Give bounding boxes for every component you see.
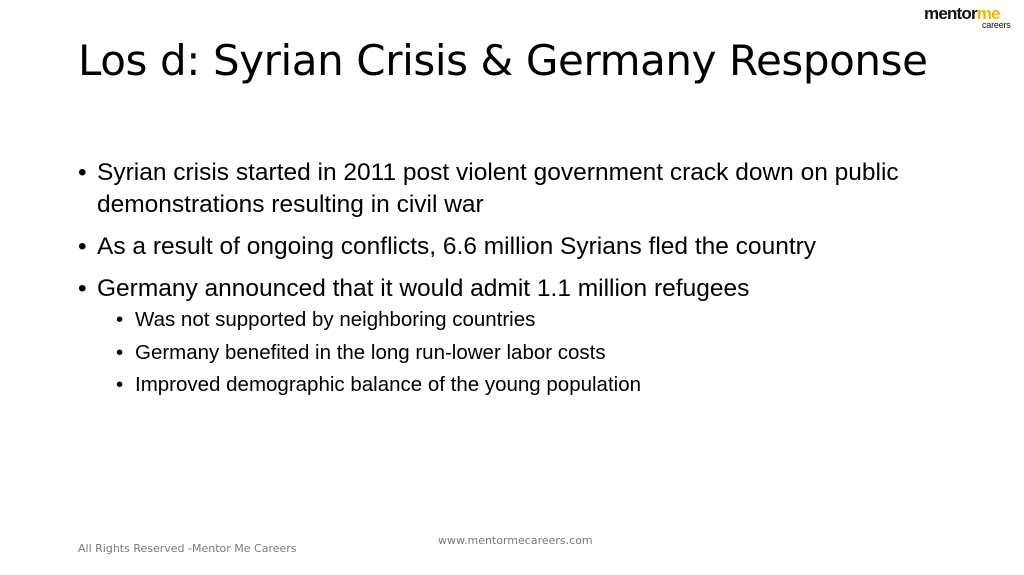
bullet-item — [78, 157, 938, 221]
slide-title: Los d: Syrian Crisis & Germany Response — [78, 36, 928, 85]
sub-bullet-dot: • — [116, 340, 124, 364]
sub-bullet-text: Germany benefited in the long run-lower labor costs — [135, 340, 606, 364]
bullet-item — [78, 273, 938, 305]
logo-word-me: me — [976, 4, 1000, 23]
sub-bullet-item — [116, 340, 938, 366]
logo-subtext: careers — [982, 20, 1011, 30]
logo-word-mentor: mentor — [924, 4, 977, 23]
footer-copyright: All Rights Reserved -Mentor Me Careers — [78, 542, 297, 555]
sub-bullet-text: Improved demographic balance of the young population — [135, 373, 642, 396]
sub-bullet-group — [78, 307, 938, 398]
footer-website: www.mentormecareers.com — [438, 534, 593, 547]
bullet-text: Syrian crisis started in 2011 post violent government crack down on public demonstrations resulting in civil war — [97, 159, 899, 218]
bullet-dot: • — [78, 233, 87, 260]
bullet-dot: • — [78, 275, 87, 302]
sub-bullet-dot: • — [116, 373, 124, 396]
bullet-item — [78, 231, 938, 263]
sub-bullet-list — [78, 307, 938, 398]
bullet-text: Germany announced that it would admit 1.1 million refugees — [97, 275, 750, 302]
sub-bullet-item — [116, 307, 938, 333]
sub-bullet-item — [116, 372, 938, 398]
bullet-list — [78, 157, 938, 405]
sub-bullet-dot: • — [116, 308, 124, 331]
bullet-text: As a result of ongoing conflicts, 6.6 million Syrians fled the country — [97, 233, 817, 260]
sub-bullet-text: Was not supported by neighboring countries — [135, 308, 536, 331]
bullet-dot: • — [78, 159, 87, 186]
mentor-me-careers-logo — [924, 5, 1020, 29]
